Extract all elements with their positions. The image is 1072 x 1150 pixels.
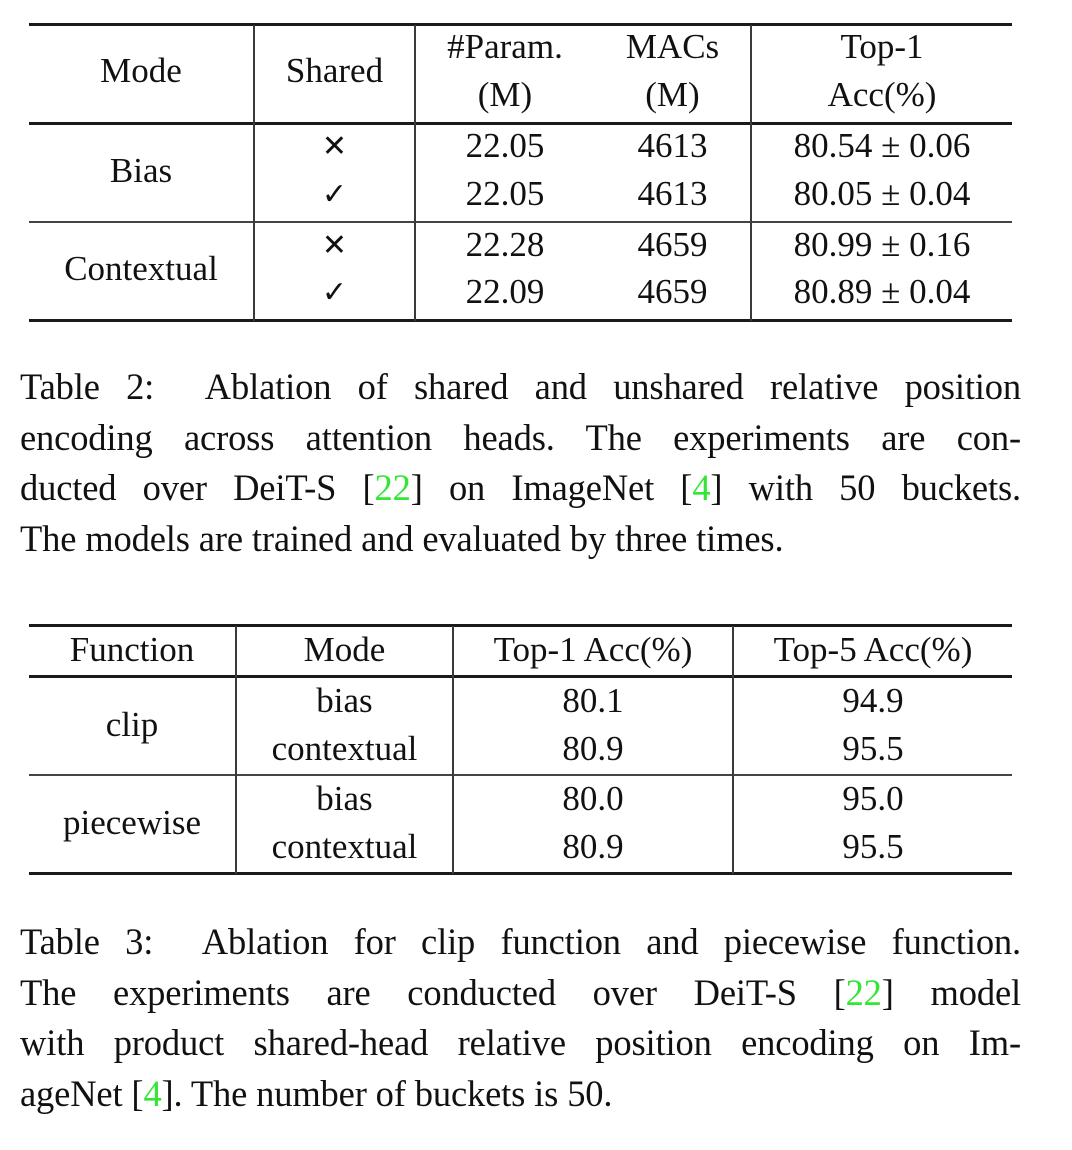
table-2-header-shared: Shared <box>285 51 384 90</box>
table-2-params: 22.05 <box>465 126 545 165</box>
table-2-vrule-2 <box>414 25 416 321</box>
table-2-bottom-rule <box>29 319 1012 322</box>
table-2-mode-bias: Bias <box>109 151 173 190</box>
table-3-mode: contextual <box>271 729 418 768</box>
caption-text: The experiments are conducted over DeiT-S [ <box>20 971 846 1013</box>
caption-text: ] with 50 buckets. <box>710 467 1022 508</box>
caption-text: ducted over DeiT-S [ <box>20 467 375 508</box>
table-3-top1: 80.9 <box>562 729 624 768</box>
table-2-top1: 80.54 ± 0.06 <box>793 126 971 165</box>
table-3-caption <box>20 917 1021 1119</box>
caption-line <box>20 362 1021 413</box>
table-3-header-function: Function <box>69 630 195 669</box>
table-2-header-top1: Top-1 <box>840 27 924 66</box>
caption-text: Ablation of shared and unshared relative position <box>204 366 1021 407</box>
table-2-params: 22.28 <box>465 225 545 264</box>
table-3-top5: 95.5 <box>842 827 904 866</box>
table-3-top1: 80.0 <box>562 779 624 818</box>
caption-line: with product shared-head relative position encoding on Im- <box>20 1022 1021 1063</box>
caption-line <box>20 1069 1021 1120</box>
table-3-mode: bias <box>316 681 373 720</box>
caption-line <box>20 917 1021 968</box>
table-2-macs: 4659 <box>637 225 708 264</box>
table-3-header-mode: Mode <box>303 630 386 669</box>
table-3-top1: 80.9 <box>562 827 624 866</box>
table-2-header-params: #Param. <box>447 27 563 66</box>
check-icon: ✓ <box>321 177 348 212</box>
table-3-top5: 95.0 <box>842 779 904 818</box>
caption-label: Table 3: <box>20 921 154 962</box>
citation-link[interactable]: 4 <box>692 467 711 508</box>
caption-label: Table 2: <box>20 366 155 407</box>
caption-line: encoding across attention heads. The experiments are con- <box>20 416 1021 458</box>
table-2-mode-contextual: Contextual <box>64 249 218 288</box>
check-icon: ✓ <box>321 275 348 310</box>
caption-text: ageNet [ <box>20 1072 144 1114</box>
table-2-top1: 80.05 ± 0.04 <box>793 174 971 213</box>
table-3-bottom-rule <box>29 872 1012 875</box>
table-2-header-mode: Mode <box>100 51 182 90</box>
caption-line: The models are trained and evaluated by three times. <box>20 517 784 559</box>
table-2-params: 22.09 <box>465 272 545 311</box>
table-2-header-macs-unit: (M) <box>645 75 700 114</box>
table-3-header-top5: Top-5 Acc(%) <box>773 630 973 669</box>
table-3-top5: 95.5 <box>842 729 904 768</box>
table-3-top1: 80.1 <box>562 681 624 720</box>
caption-text: ] model <box>881 971 1021 1013</box>
caption-text: Ablation for clip function and piecewise function. <box>201 921 1021 962</box>
table-2-header-top1-unit: Acc(%) <box>827 75 937 114</box>
caption-text: ] on ImageNet [ <box>410 467 693 508</box>
table-3-function-clip: clip <box>105 705 159 744</box>
caption-text: ]. The number of buckets is 50. <box>161 1072 613 1114</box>
cross-icon: ✕ <box>321 228 348 263</box>
table-2-caption <box>20 362 1021 564</box>
citation-link[interactable]: 4 <box>143 1072 162 1114</box>
table-3-header-top1: Top-1 Acc(%) <box>493 630 693 669</box>
citation-link[interactable]: 22 <box>374 467 411 508</box>
caption-line <box>20 463 1021 514</box>
table-2-top1: 80.99 ± 0.16 <box>793 225 971 264</box>
table-2-params: 22.05 <box>465 174 545 213</box>
cross-icon: ✕ <box>321 129 348 164</box>
table-2-macs: 4613 <box>637 126 708 165</box>
table-2-macs: 4613 <box>637 174 708 213</box>
caption-line <box>20 968 1021 1019</box>
table-2-macs: 4659 <box>637 272 708 311</box>
table-3-mode: contextual <box>271 827 418 866</box>
table-2-header-params-unit: (M) <box>477 75 533 114</box>
table-2-top1: 80.89 ± 0.04 <box>793 272 971 311</box>
table-2-header-macs: MACs <box>625 27 720 66</box>
citation-link[interactable]: 22 <box>845 971 882 1013</box>
table-3-mode: bias <box>316 779 373 818</box>
table-3-function-piecewise: piecewise <box>63 803 201 842</box>
table-3-top5: 94.9 <box>842 681 904 720</box>
